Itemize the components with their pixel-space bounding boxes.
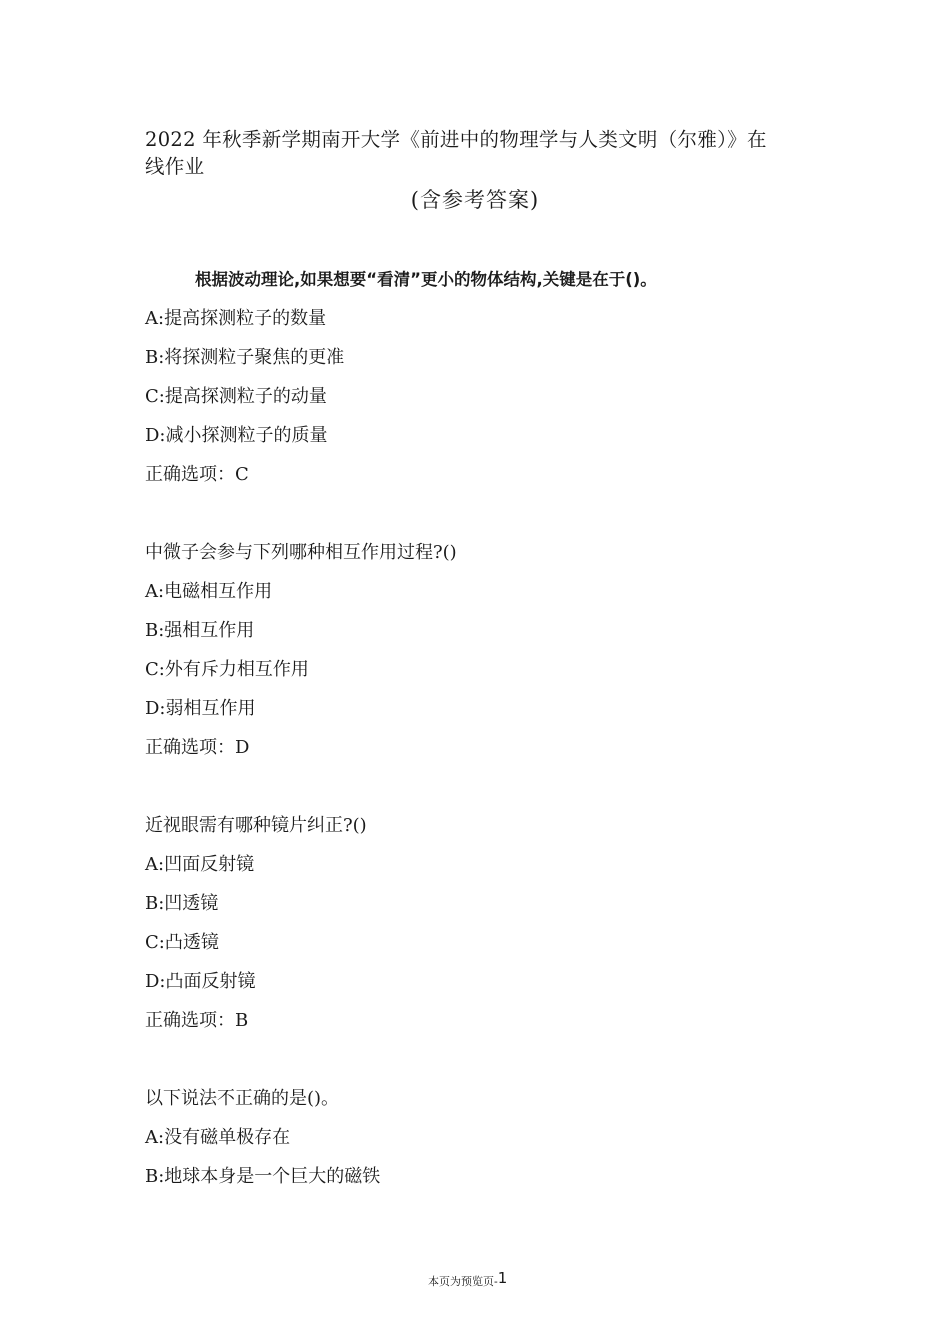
question-1-answer: 正确选项：C xyxy=(145,464,249,485)
question-4-stem: 以下说法不正确的是()。 xyxy=(145,1088,340,1109)
question-3-option-d: D:凸面反射镜 xyxy=(145,971,256,992)
question-2-answer: 正确选项：D xyxy=(145,737,250,758)
question-1-option-c: C:提高探测粒子的动量 xyxy=(145,386,327,407)
title-line-1: 2022 年秋季新学期南开大学《前进中的物理学与人类文明（尔雅）》在 xyxy=(145,128,767,151)
question-2-option-a: A:电磁相互作用 xyxy=(145,581,273,602)
document-title xyxy=(145,126,805,180)
question-1-option-a: A:提高探测粒子的数量 xyxy=(145,308,327,329)
question-2-option-b: B:强相互作用 xyxy=(145,620,255,641)
question-1-option-b: B:将探测粒子聚焦的更准 xyxy=(145,347,345,368)
question-4-option-b: B:地球本身是一个巨大的磁铁 xyxy=(145,1166,381,1187)
question-3-option-a: A:凹面反射镜 xyxy=(145,854,255,875)
question-4-option-a: A:没有磁单极存在 xyxy=(145,1127,291,1148)
question-3-option-c: C:凸透镜 xyxy=(145,932,219,953)
question-3-answer: 正确选项：B xyxy=(145,1010,249,1031)
question-2-stem: 中微子会参与下列哪种相互作用过程?() xyxy=(145,542,457,563)
document-subtitle: (含参考答案) xyxy=(410,188,540,212)
title-line-2: 线作业 xyxy=(145,155,205,178)
question-3-option-b: B:凹透镜 xyxy=(145,893,219,914)
question-1-option-d: D:减小探测粒子的质量 xyxy=(145,425,328,446)
question-2-option-d: D:弱相互作用 xyxy=(145,698,256,719)
question-1-stem: 根据波动理论,如果想要“看清”更小的物体结构,关键是在于()。 xyxy=(195,270,657,289)
question-2-option-c: C:外有斥力相互作用 xyxy=(145,659,309,680)
footer-text: 本页为预览页- xyxy=(428,1275,498,1288)
page-number: 1 xyxy=(497,1269,508,1287)
question-3-stem: 近视眼需有哪种镜片纠正?() xyxy=(145,815,367,836)
page-footer xyxy=(428,1270,507,1290)
